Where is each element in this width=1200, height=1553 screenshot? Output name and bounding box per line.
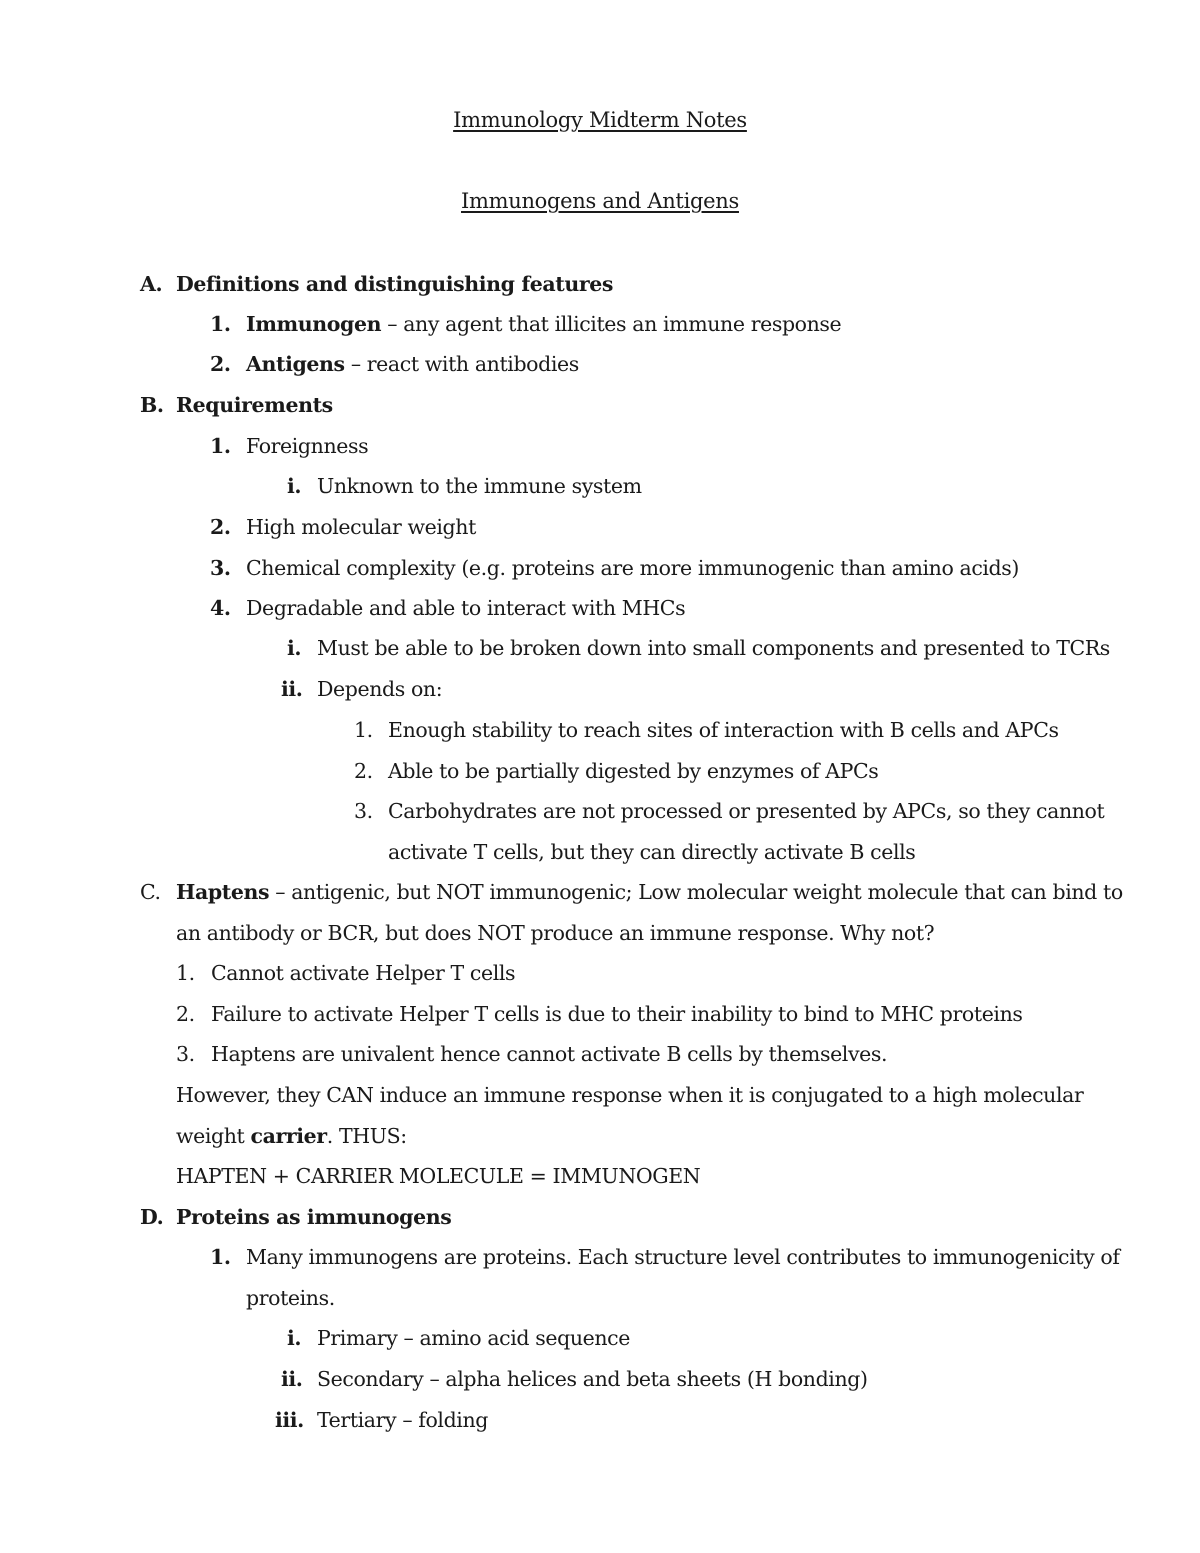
- document-title: Immunology Midterm Notes: [453, 108, 747, 132]
- carrier-suffix: . THUS:: [326, 1124, 407, 1148]
- item-text: proteins.: [246, 1286, 335, 1310]
- item-term: Antigens: [246, 352, 345, 376]
- section-d-marker: D.: [140, 1205, 164, 1229]
- item-number: 2.: [210, 352, 231, 376]
- item-number: 2.: [210, 515, 231, 539]
- hapten-equation: HAPTEN + CARRIER MOLECULE = IMMUNOGEN: [176, 1164, 701, 1188]
- item-text: [246, 352, 579, 376]
- sub-item-number: iii.: [275, 1408, 304, 1432]
- item-definition: – react with antibodies: [344, 352, 579, 376]
- sub-item-number: ii.: [281, 1367, 303, 1391]
- item-number: 1.: [210, 434, 231, 458]
- sub-item-number: i.: [287, 636, 302, 660]
- dependency-text: Carbohydrates are not processed or presented by APCs, so they cannot: [388, 799, 1105, 823]
- section-c-term: Haptens: [176, 880, 270, 904]
- however-text: However, they CAN induce an immune response when it is conjugated to a high molecular: [176, 1083, 1084, 1107]
- sub-item-text: Unknown to the immune system: [317, 474, 642, 498]
- section-b-marker: B.: [140, 393, 164, 417]
- sub-item-text: Secondary – alpha helices and beta sheets (H bonding): [317, 1367, 868, 1391]
- item-text: Degradable and able to interact with MHCs: [246, 596, 686, 620]
- sub-item-text: Tertiary – folding: [317, 1408, 488, 1432]
- sub-item-text: Depends on:: [317, 677, 443, 701]
- dependency-text: Enough stability to reach sites of interaction with B cells and APCs: [388, 718, 1059, 742]
- section-a-marker: A.: [140, 272, 163, 296]
- item-text: Cannot activate Helper T cells: [211, 961, 516, 985]
- item-text: Failure to activate Helper T cells is due to their inability to bind to MHC proteins: [211, 1002, 1023, 1026]
- sub-item-number: ii.: [281, 677, 303, 701]
- section-c-definition: – antigenic, but NOT immunogenic; Low molecular weight molecule that can bind to: [269, 880, 1123, 904]
- section-c-text: [176, 880, 1123, 904]
- section-d-heading: Proteins as immunogens: [176, 1205, 452, 1229]
- item-number: 3.: [176, 1042, 195, 1066]
- dependency-text: Able to be partially digested by enzymes of APCs: [388, 759, 879, 783]
- item-text: Many immunogens are proteins. Each structure level contributes to immunogenicity of: [246, 1245, 1120, 1269]
- item-text: Foreignness: [246, 434, 369, 458]
- item-text: High molecular weight: [246, 515, 476, 539]
- sub-item-number: i.: [287, 1326, 302, 1350]
- item-text: Haptens are univalent hence cannot activate B cells by themselves.: [211, 1042, 888, 1066]
- sub-item-text: Primary – amino acid sequence: [317, 1326, 630, 1350]
- carrier-term: carrier: [250, 1124, 327, 1148]
- item-number: 1.: [176, 961, 195, 985]
- dependency-number: 2.: [354, 759, 373, 783]
- section-b-heading: Requirements: [176, 393, 333, 417]
- item-number: 1.: [210, 1245, 231, 1269]
- dependency-number: 1.: [354, 718, 373, 742]
- item-number: 3.: [210, 556, 231, 580]
- section-c-text-continued: an antibody or BCR, but does NOT produce an immune response. Why not?: [176, 921, 935, 945]
- section-title: Immunogens and Antigens: [461, 189, 739, 213]
- carrier-text: [176, 1124, 407, 1148]
- sub-item-text: Must be able to be broken down into small components and presented to TCRs: [317, 636, 1110, 660]
- item-number: 4.: [210, 596, 231, 620]
- item-term: Immunogen: [246, 312, 382, 336]
- item-definition: – any agent that illicites an immune response: [381, 312, 842, 336]
- item-number: 1.: [210, 312, 231, 336]
- item-text: Chemical complexity (e.g. proteins are more immunogenic than amino acids): [246, 556, 1020, 580]
- section-c-marker: C.: [140, 880, 161, 904]
- carrier-prefix: weight: [176, 1124, 251, 1148]
- item-text: [246, 312, 841, 336]
- item-number: 2.: [176, 1002, 195, 1026]
- sub-item-number: i.: [287, 474, 302, 498]
- section-a-heading: Definitions and distinguishing features: [176, 272, 614, 296]
- dependency-number: 3.: [354, 799, 373, 823]
- dependency-text: activate T cells, but they can directly activate B cells: [388, 840, 916, 864]
